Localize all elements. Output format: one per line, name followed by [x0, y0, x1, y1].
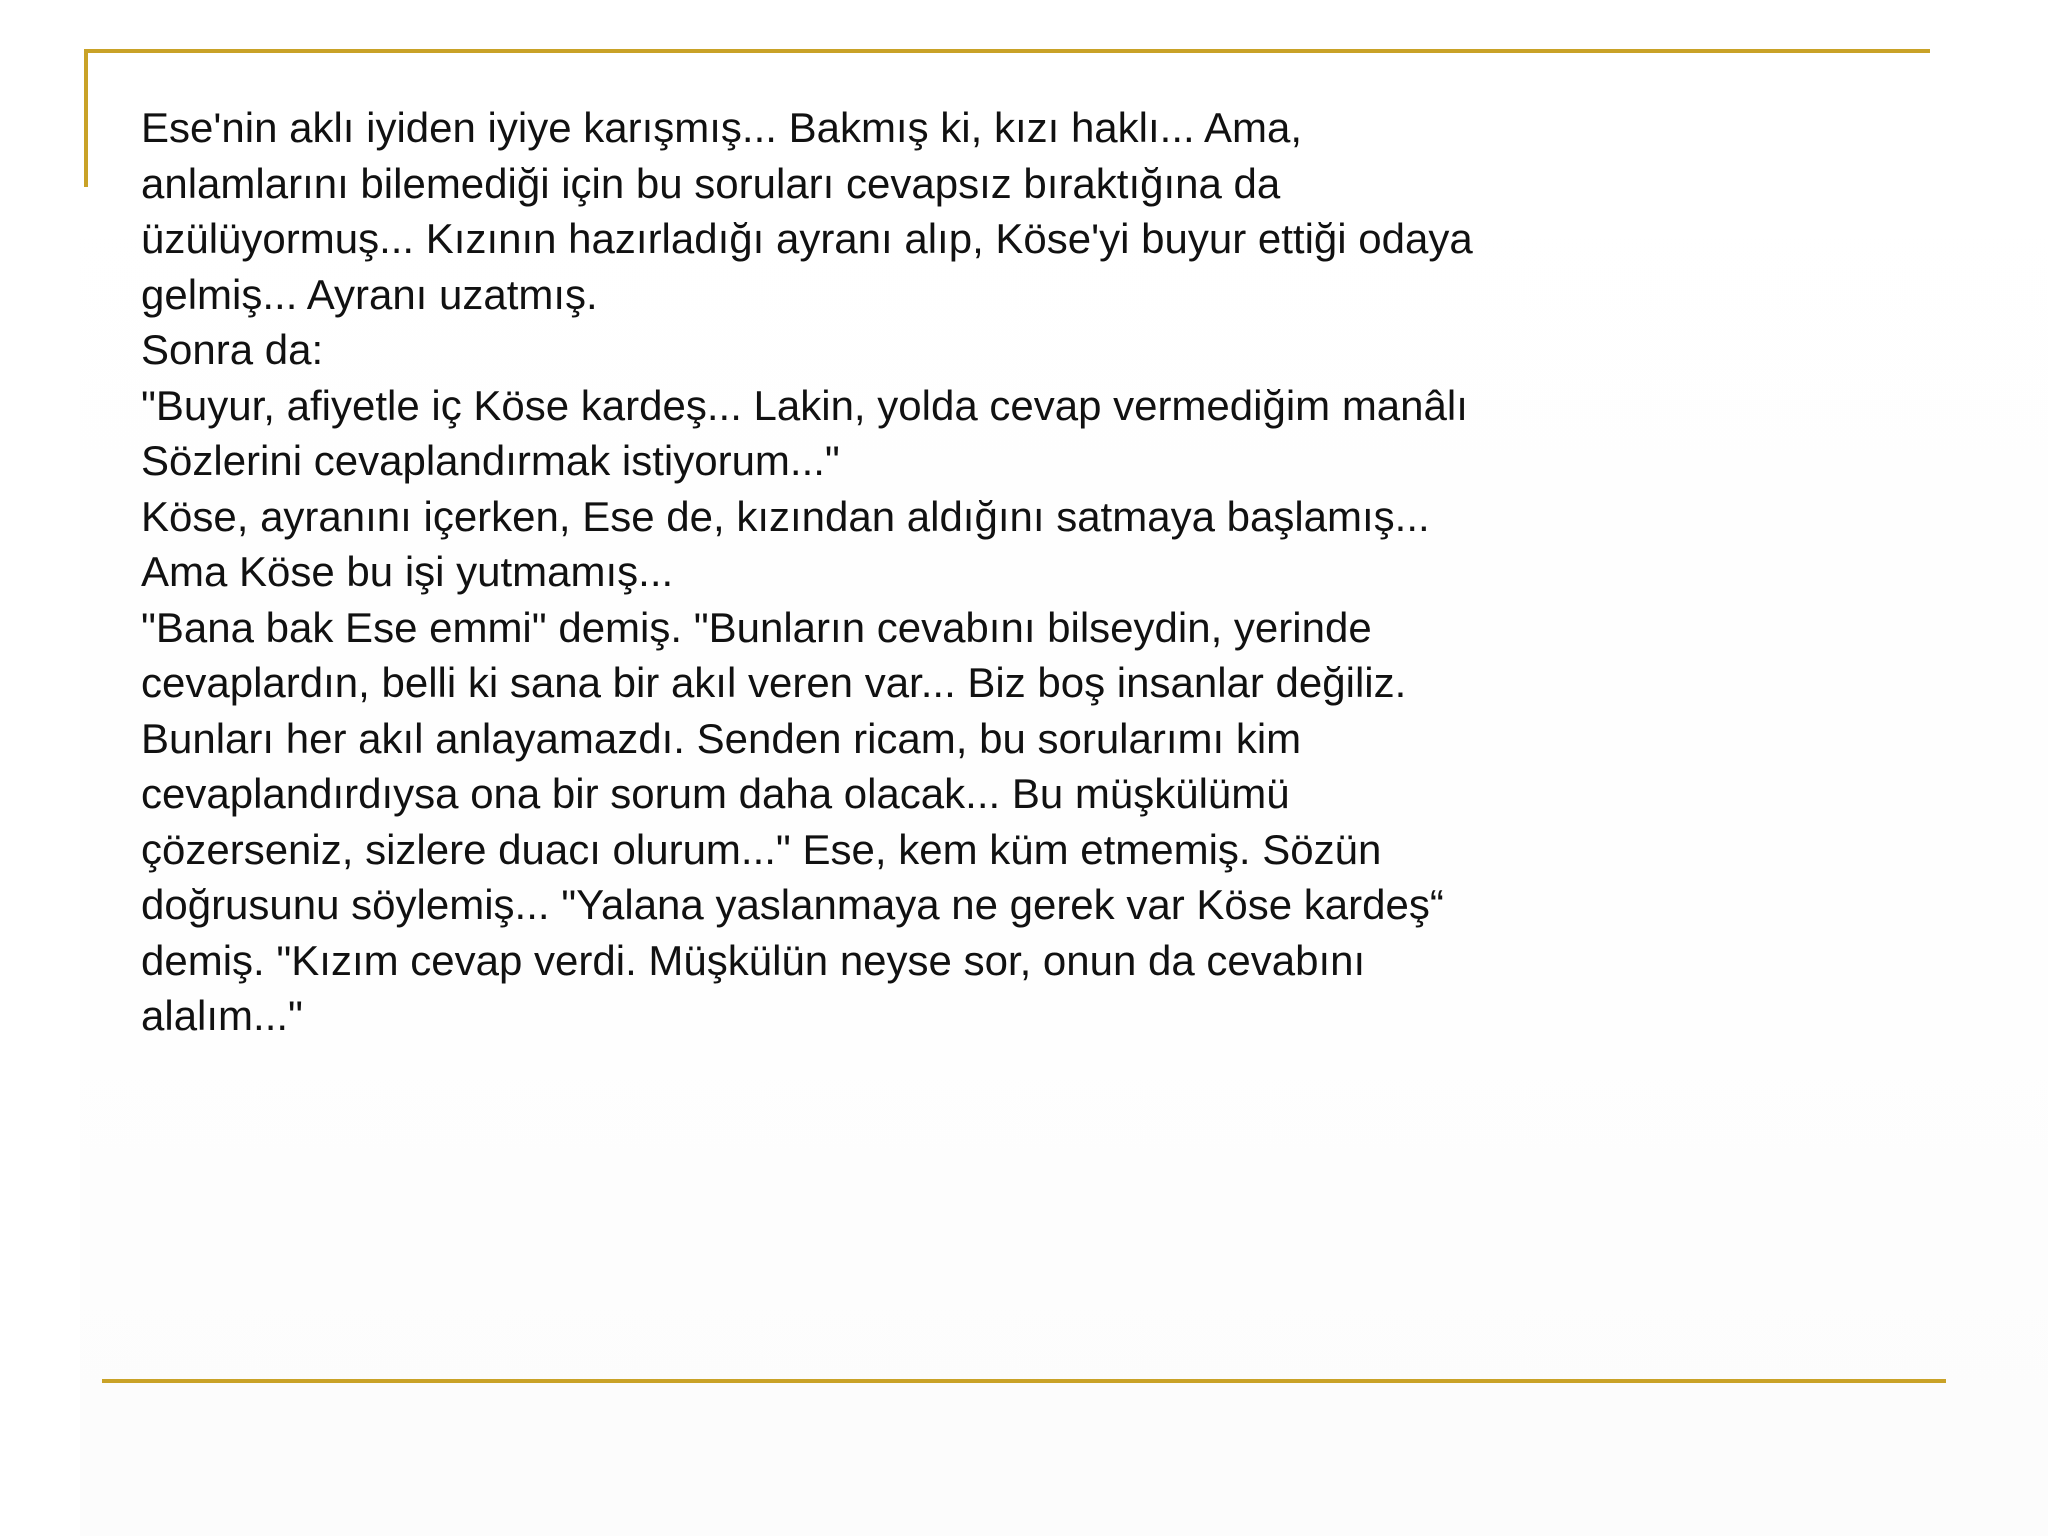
text-line: üzülüyormuş... Kızının hazırladığı ayranı alıp, Köse'yi buyur ettiği odaya: [141, 215, 1473, 262]
bottom-accent-rule: [102, 1379, 1946, 1383]
text-line: Sonra da:: [141, 326, 324, 373]
text-line: Bunları her akıl anlayamazdı. Senden ricam, bu sorularımı kim: [141, 714, 1302, 762]
text-line: Köse, ayranını içerken, Ese de, kızından aldığını satmaya başlamış...: [141, 492, 1430, 540]
text-line: cevaplandırdıysa ona bir sorum daha olacak... Bu müşkülümü: [141, 770, 1290, 817]
text-line: Sözlerini cevaplandırmak istiyorum...": [141, 437, 840, 484]
text-line: çözerseniz, sizlere duacı olurum..." Ese, kem küm etmemiş. Sözün: [141, 825, 1382, 873]
text-line: alalım...": [141, 992, 303, 1039]
text-line: Ama Köse bu işi yutmamış...: [141, 548, 674, 595]
slide-margin: [0, 0, 80, 1536]
text-line: gelmiş... Ayranı uzatmış.: [141, 270, 598, 318]
text-line: doğrusunu söylemiş... "Yalana yaslanmaya ne gerek var Köse kardeş“: [141, 881, 1444, 928]
top-accent-rule: [84, 49, 1930, 53]
left-accent-rule: [84, 49, 88, 187]
text-line: demiş. "Kızım cevap verdi. Müşkülün neyse sor, onun da cevabını: [141, 936, 1366, 984]
text-line: "Bana bak Ese emmi" demiş. "Bunların cevabını bilseydin, yerinde: [141, 603, 1372, 651]
text-line: anlamlarını bilemediği için bu soruları cevapsız bıraktığına da: [141, 159, 1281, 207]
text-line: cevaplardın, belli ki sana bir akıl veren var... Biz boş insanlar değiliz.: [141, 659, 1407, 706]
slide-body-text: [141, 100, 1781, 1044]
text-line: "Buyur, afiyetle iç Köse kardeş... Lakin, yolda cevap vermediğim manâlı: [141, 381, 1468, 429]
text-line: Ese'nin aklı iyiden iyiye karışmış... Bakmış ki, kızı haklı... Ama,: [141, 104, 1303, 151]
